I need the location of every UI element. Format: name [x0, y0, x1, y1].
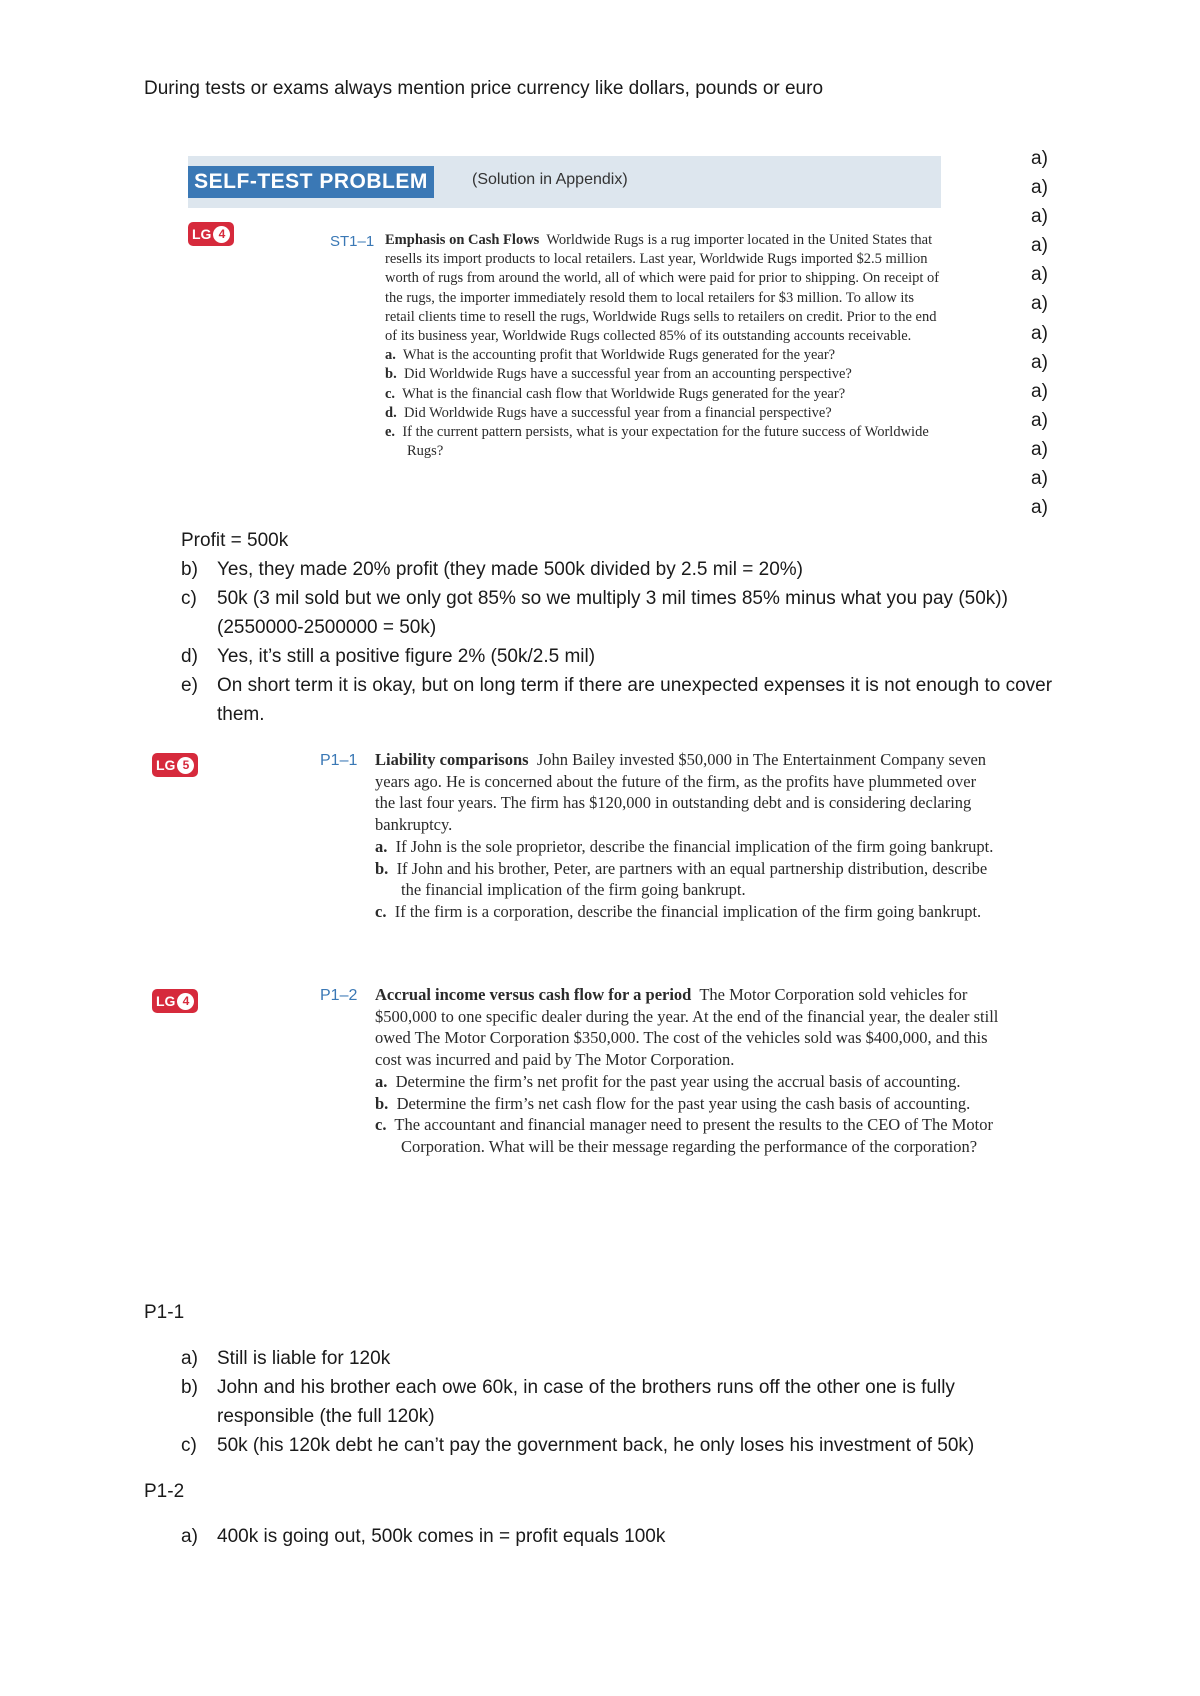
answer-item: a) Still is liable for 120k [181, 1348, 391, 1369]
problem-statement [385, 231, 941, 346]
answer-item: e) On short term it is okay, but on long term if there are unexpected expenses it is not enough to cover them. [181, 675, 1053, 725]
lg-text: LG [192, 226, 212, 242]
answer-markers [1031, 144, 1048, 522]
answer-first-line: Profit = 500k [181, 530, 289, 551]
answer-item: b) John and his brother each owe 60k, in case of the brothers runs off the other one is fully responsible (the full 120k) [181, 1377, 955, 1427]
answer-marker: a) [1031, 351, 1048, 373]
self-test-problem [385, 231, 941, 461]
learning-goal-badge [152, 753, 198, 777]
question-item: e. If the current pattern persists, what is your expectation for the future success of Worldwide Rugs? [385, 424, 929, 460]
answer-item: c) 50k (3 mil sold but we only got 85% so we multiply 3 mil times 85% minus what you pay (50k)) (2550000-2500000 = 50k) [181, 588, 1008, 638]
lg-text: LG [156, 993, 176, 1009]
lg-text: LG [156, 757, 176, 773]
answer-marker: a) [1031, 438, 1048, 460]
p1-1-answers [181, 1344, 1061, 1460]
question-item: a. If John is the sole proprietor, describe the financial implication of the firm going bankrupt. [375, 836, 994, 856]
answer-marker: a) [1031, 264, 1048, 286]
answer-item: d) Yes, it’s still a positive figure 2% (50k/2.5 mil) [181, 646, 596, 667]
question-item: a. Determine the firm’s net profit for the past year using the accrual basis of accounting. [375, 1071, 961, 1091]
lg-number: 4 [177, 993, 194, 1010]
answers-heading: P1-1 [144, 1302, 185, 1323]
answer-item: b) Yes, they made 20% profit (they made 500k divided by 2.5 mil = 20%) [181, 559, 803, 580]
problem-title: Accrual income versus cash flow for a period [375, 985, 692, 1004]
header-note: During tests or exams always mention price currency like dollars, pounds or euro [144, 78, 824, 99]
answer-item: c) 50k (his 120k debt he can’t pay the government back, he only loses his investment of 50k) [181, 1435, 975, 1456]
answer-marker: a) [1031, 497, 1048, 519]
problem-body: John Bailey invested $50,000 in The Entertainment Company seven years ago. He is concerned about the future of the firm, as the profits have plummeted over the last four years. The firm has $120,000 in outstanding debt and is considering declaring bankruptcy. [375, 750, 987, 835]
problem-statement [375, 984, 1000, 1071]
problem-id: P1–2 [320, 987, 358, 1004]
problem-body: The Motor Corporation sold vehicles for $500,000 to one specific dealer during the year. At the end of the financial year, the dealer still owed The Motor Corporation $350,000. The cost of the vehicles sold was $400,000, and this cost was incurred and paid by The Motor Corporation. [375, 985, 999, 1070]
question-item: d. Did Worldwide Rugs have a successful year from a financial perspective? [385, 404, 832, 421]
answer-item: a) 400k is going out, 500k comes in = profit equals 100k [181, 1526, 666, 1547]
problem-p1-2 [375, 984, 1000, 1158]
problem-title: Liability comparisons [375, 750, 529, 769]
self-test-label: SELF-TEST PROBLEM [188, 166, 434, 198]
answer-marker: a) [1031, 468, 1048, 490]
answer-marker: a) [1031, 322, 1048, 344]
answer-marker: a) [1031, 409, 1048, 431]
answer-marker: a) [1031, 206, 1048, 228]
question-item: b. Determine the firm’s net cash flow for the past year using the cash basis of accounting. [375, 1093, 971, 1113]
self-test-subtitle: (Solution in Appendix) [472, 171, 628, 188]
problem-id: P1–1 [320, 752, 358, 769]
question-item: c. The accountant and financial manager need to present the results to the CEO of The Motor Corporation. What will be their message regarding the performance of the corporation? [375, 1115, 993, 1156]
problem-id: ST1–1 [330, 233, 375, 250]
lg-number: 5 [177, 757, 194, 774]
question-item: b. If John and his brother, Peter, are partners with an equal partnership distribution, describe the financial implication of the firm going bankrupt. [375, 858, 988, 900]
learning-goal-badge [152, 989, 198, 1013]
problem-body: Worldwide Rugs is a rug importer located in the United States that resells its import products to local retailers. Last year, Worldwide Rugs imported $2.5 million worth of rugs from around the world, all of which were paid for prior to shipping. On receipt of the rugs, the importer immediately resold them to local retailers for $3 million. To allow its retail clients time to resell the rugs, Worldwide Rugs sells to retailers on credit. Prior to the end of its business year, Worldwide Rugs collected 85% of its outstanding accounts receivable. [385, 232, 940, 345]
answer-marker: a) [1031, 380, 1048, 402]
self-test-answers [181, 526, 1061, 729]
answer-marker: a) [1031, 177, 1048, 199]
answer-marker: a) [1031, 235, 1048, 257]
question-item: c. If the firm is a corporation, describe the financial implication of the firm going bankrupt. [375, 901, 982, 921]
answers-heading: P1-2 [144, 1481, 185, 1502]
problem-title: Emphasis on Cash Flows [385, 232, 540, 248]
p1-2-answers [181, 1522, 1061, 1551]
learning-goal-badge [188, 222, 234, 246]
question-item: b. Did Worldwide Rugs have a successful year from an accounting perspective? [385, 366, 852, 383]
answer-marker: a) [1031, 293, 1048, 315]
question-item: a. What is the accounting profit that Worldwide Rugs generated for the year? [385, 347, 836, 364]
lg-number: 4 [213, 226, 230, 243]
problem-statement [375, 749, 1000, 836]
problem-p1-1 [375, 749, 1000, 923]
question-item: c. What is the financial cash flow that Worldwide Rugs generated for the year? [385, 385, 846, 402]
answer-marker: a) [1031, 148, 1048, 169]
